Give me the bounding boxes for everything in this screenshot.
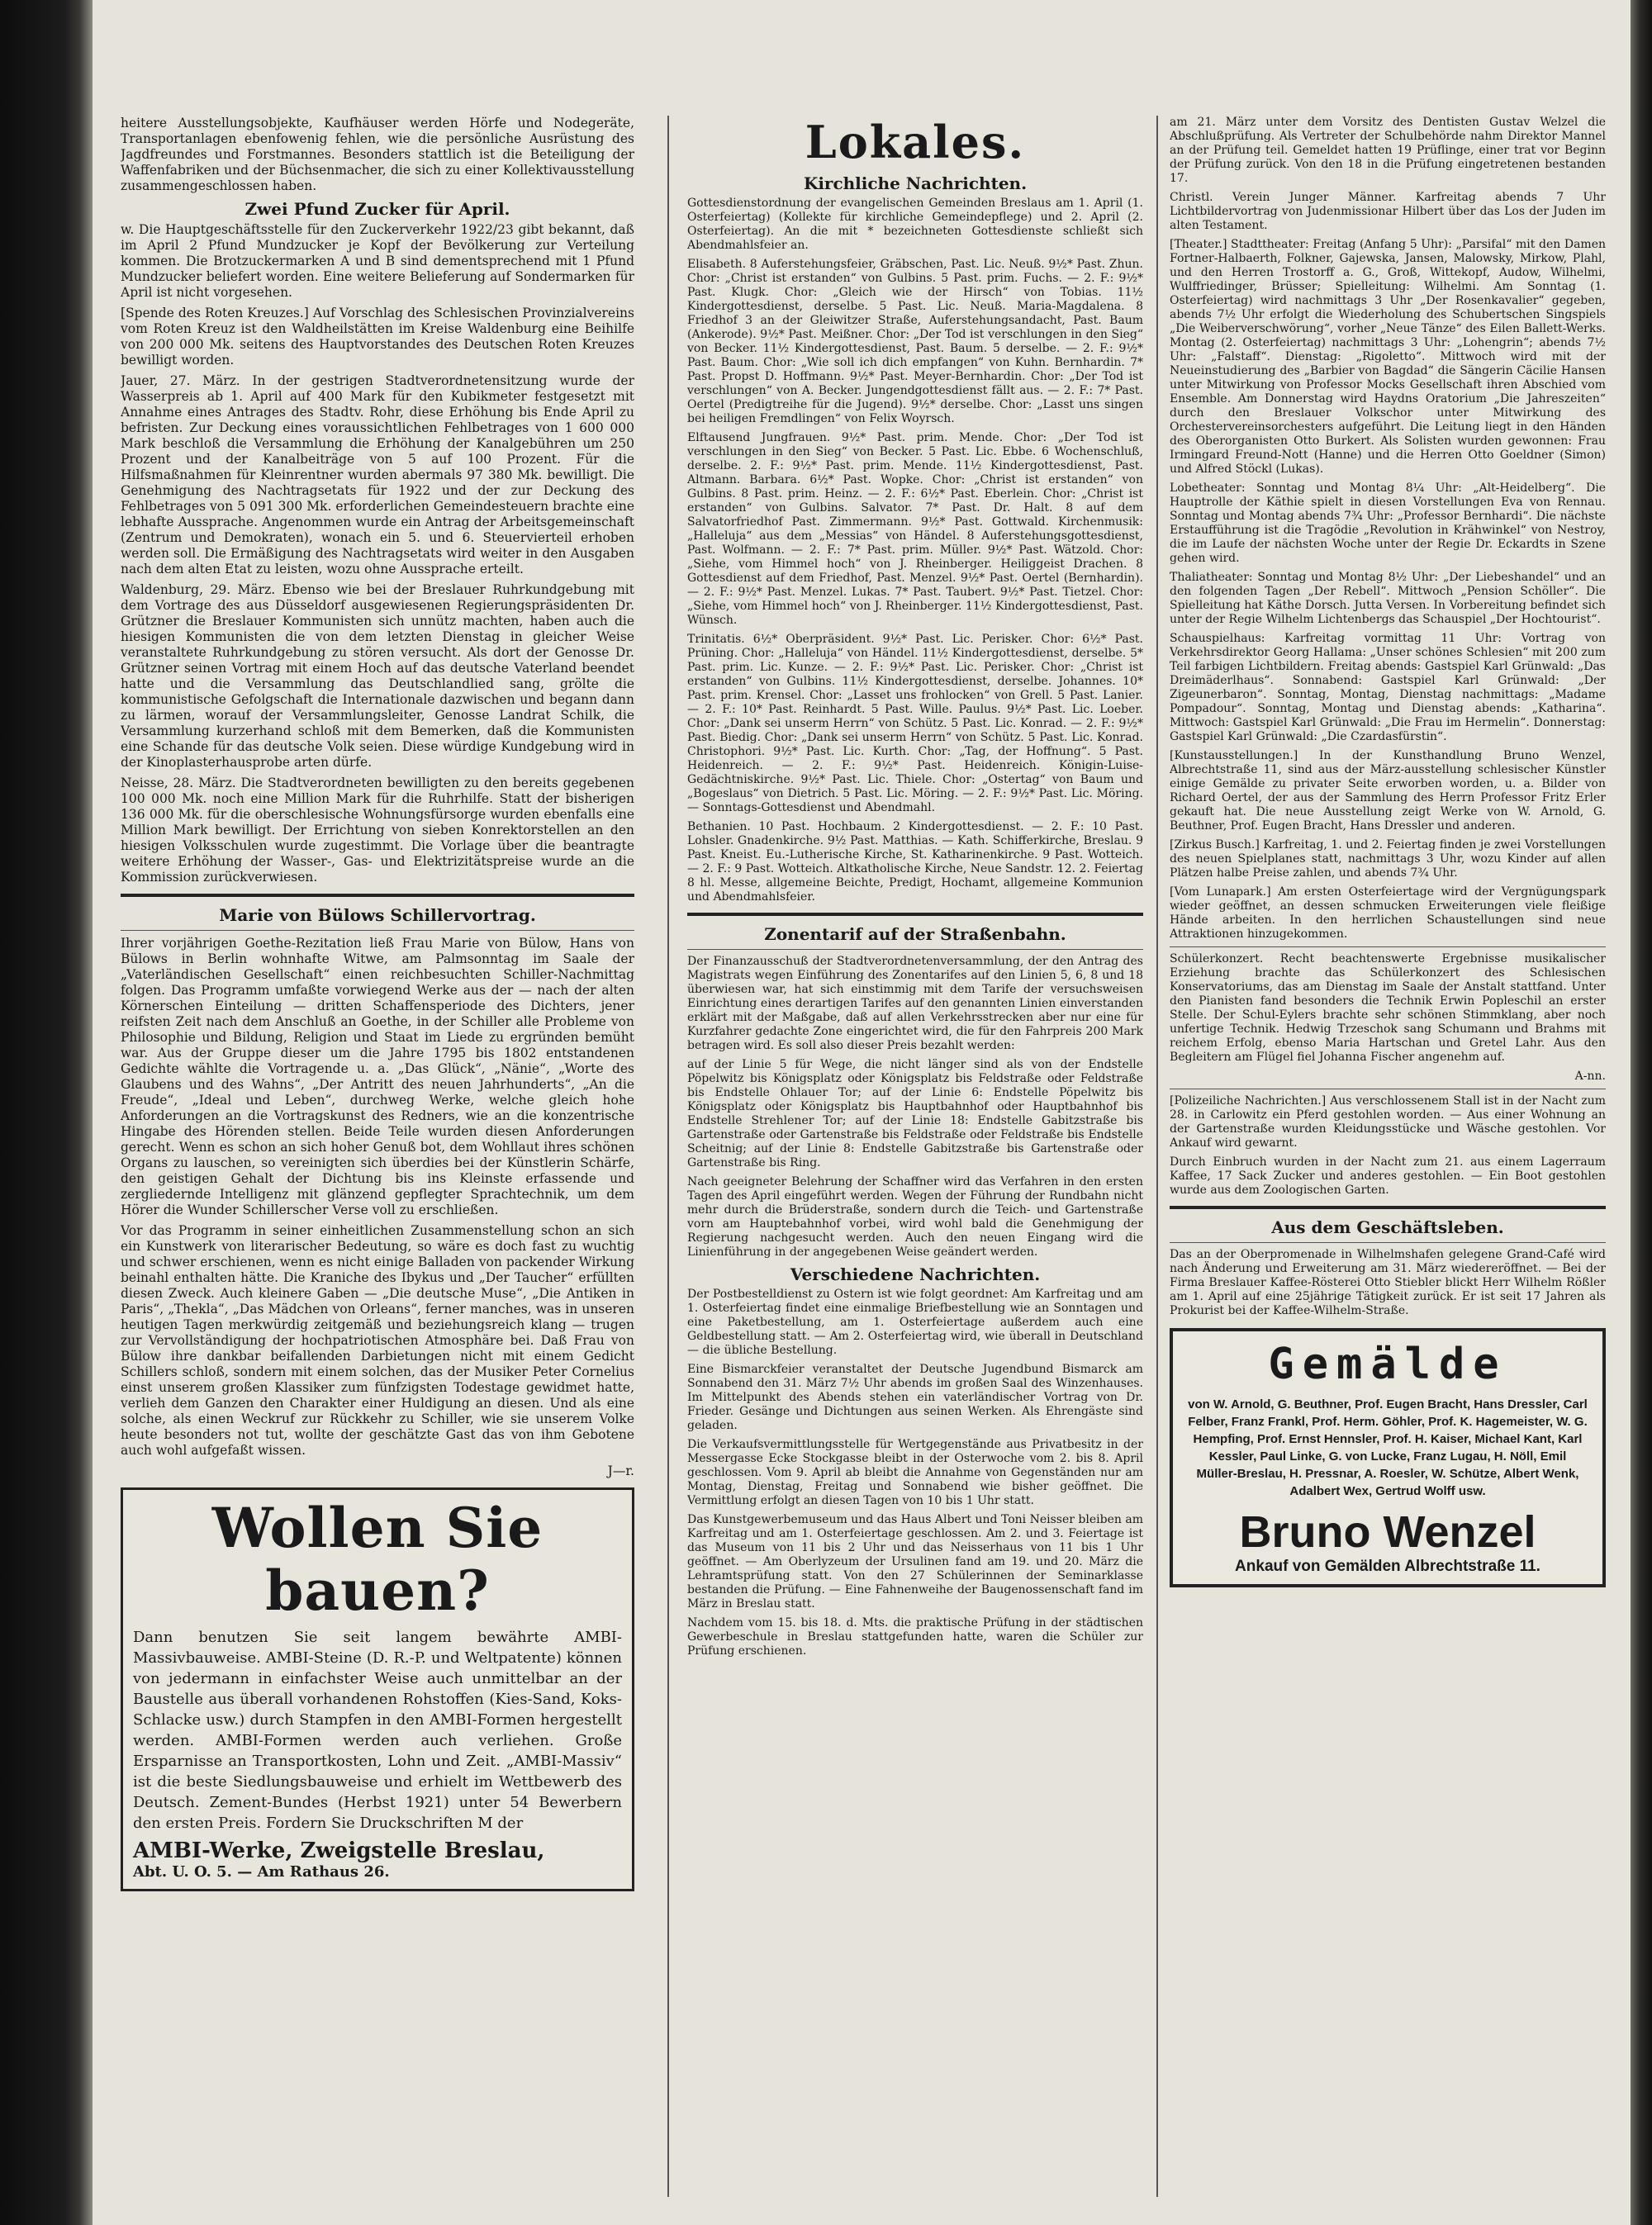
article-text: [Spende des Roten Kreuzes.] Auf Vorschlag des Schlesischen Provinzialvereins vom Roten Kreuz ist den Waldheilstätten im Kreise Waldenburg eine Beihilfe von 200 000 Mk. seitens des Hauptvorstandes des Deutschen Roten Kreuzes bewilligt worden. bbox=[121, 306, 634, 368]
author-signature: A-nn. bbox=[1574, 1070, 1606, 1083]
article-text: Schauspielhaus: Karfreitag vormittag 11 Uhr: Vortrag von Verkehrsdirektor Georg Hallama: „Unser schönes Schlesien“ mit 200 zum Teil farbigen Lichtbildern. Freitag abends: Gastspiel Karl Grünwald: „Das Dreimäderlhaus“. Sonnabend: Gastspiel Karl Grünwald: „Der Zigeunerbaron“. Sonntag, Montag, Dienstag nachmittags: „Madame Pompadour“. Sonntag, Montag und Dienstag abends: „Katharina“. Mittwoch: Gastspiel Karl Grünwald: „Die Frau im Hermelin“. Donnerstag: Gastspiel Karl Grünwald: „Die Czardasfürstin“. bbox=[1170, 632, 1606, 743]
article-text: am 21. März unter dem Vorsitz des Dentisten Gustav Welzel die Abschlußprüfung. Als Vertreter der Schulbehörde nahm Direktor Mannel an der Prüfung teil. Gemeldet hatten 19 Prüflinge, einer trat vor Beginn der Prüfung zurück. Von den 18 in die Prüfung eingetretenen bestanden 17. bbox=[1170, 116, 1606, 185]
article-text: Der Finanzausschuß der Stadtverordnetenversammlung, der den Antrag des Magistrats wegen Einführung des Zonentarifes auf den Linien 5, 6, 8 und 18 überwiesen war, hat sich einstimmig mit dem Tarife der versuchsweisen Einrichtung eines derartigen Tarifes auf den genannten Linien einverstanden erklärt mit der Maßgabe, daß auf allen Verkehrsstrecken aber nur eine für Kurzfahrer gedachte Zone eingerichtet wird, die für den Fahrpreis 200 Mark betragen wird. Es soll also dieser Preis bezahlt werden: bbox=[687, 955, 1143, 1052]
article-text: [Polizeiliche Nachrichten.] Aus verschlossenem Stall ist in der Nacht zum 28. in Carlowitz ein Pferd gestohlen worden. — Aus einer Wohnung an der Gartenstraße wurden Kleidungsstücke und Wäsche gestohlen. Vor Ankauf wird gewarnt. bbox=[1170, 1094, 1606, 1150]
article-text: Das an der Oberpromenade in Wilhelmshafen gelegene Grand-Café wird nach Änderung und Erweiterung am 31. März wiedereröffnet. — Bei der Firma Breslauer Kaffee-Rösterei Otto Stiebler blickt Herr Wilhelm Rößler am 1. April auf eine 25jährige Tätigkeit zurück. Er ist seit 17 Jahren als Prokurist bei der Kaffee-Wilhelm-Straße. bbox=[1170, 1248, 1606, 1317]
section-divider bbox=[121, 894, 634, 897]
article-text: Trinitatis. 6½* Oberpräsident. 9½* Past. Lic. Perisker. Chor: 6½* Past. Prüning. Chor: „Halleluja“ von Händel. 11½ Kindergottesdienst, derselbe. 5* Past. prim. Lic. Kunze. — 2. F.: 9½* Past. Lic. Perisker. Chor: „Christ ist erstanden“ von Gulbins. 11½ Kindergottesdienst, derselbe. Johannes. 10* Past. prim. Krensel. Chor: „Lasset uns frohlocken“ von Grell. 5 Past. Lanier. — 2. F.: 10* Past. Reinhardt. 5 Past. Wille. Paulus. 9½* Past. Lic. Loeber. Chor: „Dank sei unserm Herrn“ von Schütz. 5 Past. Lic. Konrad. — 2. F.: 9½* Past. Biedig. Chor: „Dank sei unserm Herrn“ von Schütz. 5 Past. Lic. Konrad. Christophori. 9½* Past. Lic. Kurth. Chor: „Tag, der Hoffnung“. 5 Past. Heidenreich. — 2. F.: 9½* Past. Heidenreich. Königin-Luise-Gedächtniskirche. 9½* Past. Lic. Thiele. Chor: „Ostertag“ von Baum und „Bogeslaus“ von Dietrich. 5 Past. Lic. Möring. — 2. F.: 9½* Past. Lic. Möring. — Sonntags-Gottesdienst und Abendmahl. bbox=[687, 633, 1143, 814]
ad-text: Dann benutzen Sie seit langem bewährte AMBI-Massivbauweise. AMBI-Steine (D. R.-P. und Weltpatente) können von jedermann in einfachster Weise auch unmittelbar an der Baustelle aus überall vorhandenen Rohstoffen (Kies-Sand, Koks-Schlacke usw.) durch Stampfen in den AMBI-Formen hergestellt werden. AMBI-Formen werden auch verliehen. Große Ersparnisse an Transportkosten, Lohn und Zeit. „AMBI-Massiv“ ist die beste Siedlungsbauweise und erhielt im Wettbewerb des Deutsch. Zement-Bundes (Herbst 1921) unter 54 Bewerbern den ersten Preis. Fordern Sie Druckschriften M der bbox=[133, 1629, 622, 1832]
article-text: w. Die Hauptgeschäftsstelle für den Zuckerverkehr 1922/23 gibt bekannt, daß im April 2 Pfund Mundzucker je Kopf der Bevölkerung zur Verteilung kommen. Die Brotzuckermarken A und B sind dementsprechend mit 1 Pfund Mundzucker beliefert worden. Eine weitere Belieferung auf Sondermarken für April ist nicht vorgesehen. bbox=[121, 222, 634, 300]
article-text: Ihrer vorjährigen Goethe-Rezitation ließ Frau Marie von Bülow, Hans von Bülows in Berlin wohnhafte Witwe, am Palmsonntag im Saale der „Vaterländischen Gesellschaft“ einen reichbesuchten Schiller-Nachmittag folgen. Das Programm umfaßte vorwiegend Werke aus der — nach der alten Körnerschen Einteilung — dritten Schaffensperiode des Dichters, jener reifsten Zeit nach dem Anschluß an Goethe, in der Schiller alle Probleme von Philosophie und Bildung, Religion und Staat im Liede zu ergründen bemüht war. Aus der Gruppe dieser um die Jahre 1795 bis 1802 entstandenen Gedichte wählte die Vortragende u. a. „Das Glück“, „Nänie“, „Worte des Glaubens und des Wahns“, „Der Antritt des neuen Jahrhunderts“, „An die Freude“, „Ideal und Leben“, durchweg Werke, welche gleich hohe Anforderungen an die Vortragskunst des Redners, wie an die konzentrische Hingabe des Hörenden stellen. Beide Teile wurden diesen Anforderungen gerecht. Wenn es schon an sich hoher Genuß bot, dem Wohllaut ihres schönen Organs zu lauschen, so vereinigten sich überdies bei der Künstlerin Schärfe, den geistigen Gehalt der Dichtung bis ins Kleinste erfassende und zergliedernde Intelligenz mit glänzend gepflegter Sprachtechnik, um dem Hörer die Wunder Schillerscher Verse voll zu erschließen. bbox=[121, 936, 634, 1217]
article-subtitle: Verschiedene Nachrichten. bbox=[790, 1264, 1041, 1284]
article-title: Kirchliche Nachrichten. bbox=[803, 173, 1028, 193]
ad-firm: AMBI-Werke, Zweigstelle Breslau, bbox=[133, 1838, 545, 1863]
article-title: Aus dem Geschäftsleben. bbox=[1271, 1217, 1504, 1237]
article-text: Eine Bismarckfeier veranstaltet der Deutsche Jugendbund Bismarck am Sonnabend den 31. März 7½ Uhr abends im großen Saal des Winzenhauses. Im Mittelpunkt des Abends stehen ein vaterländischer Vortrag von Dr. Frieder. Gesänge und Dichtungen aus seinen Werken. Als Ehrengäste sind geladen. bbox=[687, 1363, 1143, 1432]
page-binding-shadow bbox=[0, 0, 93, 2225]
article-text: [Theater.] Stadttheater: Freitag (Anfang 5 Uhr): „Parsifal“ mit den Damen Fortner-Halbaerth, Folkner, Gajewska, Jansen, Malowsky, Mirkow, Plahl, und den Herren Trostorff a. G., Groß, Wittekopf, Audow, Wilhelmi, Wulffriedinger, Brüsser; Spielleitung: Wilhelmi. Am Sonntag (1. Osterfeiertag) wird nachmittags 3 Uhr „Der Rosenkavalier“ gegeben, abends 7½ Uhr erfolgt die Wiederholung des Schubertschen Singspiels „Die Weiberverschwörung“, vorher „Neue Tänze“ des Eilen Ballett-Werks. Montag (2. Osterfeiertag) nachmittags 3 Uhr: „Lohengrin“; abends 7½ Uhr: „Falstaff“. Dienstag: „Rigoletto“. Mittwoch wird mit der Neueinstudierung des „Barbier von Bagdad“ die Sängerin Cäcilie Hansen unter Mitwirkung von Professor Mocks Gesellschaft ihren Abschied vom Ensemble. Am Donnerstag wird Haydns Oratorium „Die Jahreszeiten“ durch den Breslauer Volkschor unter Mitwirkung des Orchestervereinsorchesters aufgeführt. Die Leitung liegt in den Händen des Oberorganisten Otto Burkert. Als Solisten wurden gewonnen: Frau Irmingard Freund-Nott (Hanne) und die Herren Otto Goeldner (Simon) und Alfred Stöckl (Lukas). bbox=[1170, 238, 1606, 476]
title-divider bbox=[687, 949, 1143, 950]
article-text: Bethanien. 10 Past. Hochbaum. 2 Kindergottesdienst. — 2. F.: 10 Past. Lohsler. Gnadenkirche. 9½ Past. Matthias. — Kath. Schifferkirche, Breslau. 9 Past. Kneist. Eu.-Lutherische Kirche, St. Katharinenkirche. 9 Past. Wotteich. — 2. F.: 9 Past. Wotteich. Altkatholische Kirche, Neue Sandstr. 12. 2. Feiertag 8 hl. Messe, allgemeine Beichte, Predigt, Hochamt, allgemeine Kommunion und Abendmahlsfeier. bbox=[687, 820, 1143, 904]
ad-subline: Ankauf von Gemälden Albrechtstraße 11. bbox=[1235, 1558, 1540, 1575]
section-divider bbox=[1170, 1206, 1606, 1209]
article-text: Neisse, 28. März. Die Stadtverordneten bewilligten zu den bereits gegebenen 100 000 Mk. noch eine Million Mark für die Ruhrhilfe. Statt der bisherigen 136 000 Mk. für die oberschlesische Wohnungsfürsorge wurden ebenfalls eine Million Mark bewilligt. Der Errichtung von sieben Konrektorstellen an den hiesigen Volksschulen wurde zugestimmt. Die Vorlage über die beantragte weitere Erhöhung der Wasser-, Gas- und Elektrizitätspreise wurde an die Kommission zurückverwiesen. bbox=[121, 776, 634, 885]
article-text: Das Kunstgewerbemuseum und das Haus Albert und Toni Neisser bleiben am Karfreitag und am 1. Osterfeiertage geschlossen. Am 2. und 3. Feiertage ist das Museum von 11 bis 2 Uhr und das Neisserhaus von 11 bis 1 Uhr geöffnet. — Am Oberlyzeum der Ursulinen fand am 19. und 20. März die Lehramtsprüfung statt. Von den 27 Schülerinnen der Seminarklasse bestanden die Prüfung. — Eine Fahnenweihe der Baugenossenschaft fand im März in Breslau statt. bbox=[687, 1513, 1143, 1611]
title-divider bbox=[1170, 1242, 1606, 1243]
ad-artist-list: von W. Arnold, G. Beuthner, Prof. Eugen Bracht, Hans Dressler, Carl Felber, Franz Frankl, Prof. Herm. Göhler, Prof. K. Hagemeister, W. G. Hempfing, Prof. Ernst Hennsler, Prof. H. Kaiser, Michael Kant, Karl Kessler, Paul Linke, G. von Lucke, Franz Lugau, H. Nöll, Emil Müller-Breslau, H. Pressnar, A. Roesler, W. Schütze, Albert Wenk, Adalbert Wex, Gertrud Wolff usw. bbox=[1188, 1397, 1588, 1498]
article-text: [Zirkus Busch.] Karfreitag, 1. und 2. Feiertag finden je zwei Vorstellungen des neuen Spielplanes statt, nachmittags 3 Uhr, wozu Kinder auf allen Plätzen halbe Preise zahlen, und abends 7¾ Uhr. bbox=[1170, 838, 1606, 880]
article-text: Schülerkonzert. Recht beachtenswerte Ergebnisse musikalischer Erziehung brachte das Schülerkonzert des Schlesischen Konservatoriums, das am Dienstag im Saale der Anstalt stattfand. Unter den Pianisten fand besonders die Technik Erwin Popleschil an erster Stelle. Der Schul-Eylers brachte sehr schönen Stimmklang, aber noch unfertige Technik. Hedwig Trzeschok sang Schumann und Brahms mit reichem Erfolg, ebenso Maria Hartschan und Gretel Lahr. Aus den Begleitern am Flügel fiel Johanna Fischer angenehm auf. bbox=[1170, 952, 1606, 1064]
article-title: Zonentarif auf der Straßenbahn. bbox=[764, 924, 1066, 944]
gemaelde-advertisement bbox=[1170, 1328, 1606, 1587]
column-middle bbox=[687, 116, 1143, 1663]
article-intro: heitere Ausstellungsobjekte, Kaufhäuser werden Hörfe und Nodegeräte, Transportanlagen ebenfowenig fehlen, wie die persönliche Ausrüstung des Jagdfreundes und Forstmannes. Besonders stattlich ist die Beteiligung der Waffenfabriken und der Büchsenmacher, die sich zu einer Kollektivausstellung zusammengeschlossen haben. bbox=[121, 116, 634, 193]
article-text: Waldenburg, 29. März. Ebenso wie bei der Breslauer Ruhrkundgebung mit dem Vortrage des aus Düsseldorf ausgewiesenen Regierungspräsidenten Dr. Grützner die Breslauer Kommunisten sich unnütz machten, haben auch die hiesigen Kommunisten die von dem letzten Dienstag in gleicher Weise veranstaltete Ruhrkundgebung zu stören versucht. Als dort der Genosse Dr. Grützner seinen Vortrag mit einem Hoch auf das deutsche Vaterland beendet hatte und die Versammlung das Deutschlandlied sang, grölte die kommunistische Gefolgschaft die Internationale dazwischen und begann dann zu lärmen, worauf der Versammlungsleiter, Genosse Landrat Schilk, die Versammlung kurzerhand schloß mit dem Bemerken, daß die Kommunisten eine Schande für das deutsche Volk seien. Diese würdige Kundgebung wird in der Kinoplasterhausprobe arten dürfe. bbox=[121, 582, 634, 770]
article-text: Christl. Verein Junger Männer. Karfreitag abends 7 Uhr Lichtbildervortrag von Judenmissionar Hilbert über das Los der Juden im alten Testament. bbox=[1170, 191, 1606, 232]
column-right bbox=[1170, 116, 1606, 1587]
section-masthead: Lokales. bbox=[805, 116, 1026, 168]
article-text: Vor das Programm in seiner einheitlichen Zusammenstellung schon an sich ein Kunstwerk von literarischer Bedeutung, so wäre es doch fast zu wuchtig und schwer erschienen, wenn es nicht einige Balladen von packender Wirkung beinahl enthalten hätte. Die Kraniche des Ibykus und „Der Taucher“ erfüllten diesen Zweck. Auch kleinere Gaben — „Die deutsche Muse“, „Die Antiken in Paris“, „Thekla“, „Das Mädchen von Orleans“, ferner manches, was in unseren heutigen Tagen merkwürdig zeitgemäß und beziehungsreich klang — trugen zur Vervollständigung der hochpatriotischen Atmosphäre bei. Daß Frau von Bülow ihre dankbar beifallenden Darbietungen nicht mit einem Gedicht Schillers schloß, sondern mit einem solchen, das der Musiker Peter Cornelius einst unserem großen Klassiker zum fünfzigsten Todestage gewidmet hatte, verlieh dem Ganzen den Charakter einer Huldigung an diesen. Und als eine solche, als einen Weckruf zur Rückkehr zu Schiller, wie sie unserem Volke heute besonders not tut, wollte der geschätzte Gast das von ihm Gebotene auch wohl aufgefaßt wissen. bbox=[121, 1223, 634, 1458]
column-rule bbox=[1156, 116, 1158, 2197]
article-text: Nachdem vom 15. bis 18. d. Mts. die praktische Prüfung in der städtischen Gewerbeschule in Breslau stattgefunden hatte, waren die Schüler zur Prüfung erschienen. bbox=[687, 1616, 1143, 1658]
article-text: Jauer, 27. März. In der gestrigen Stadtverordnetensitzung wurde der Wasserpreis ab 1. April auf 400 Mark für den Kubikmeter festgesetzt mit Annahme eines Antrages des Stadtv. Rohr, diese Erhöhung bis Ende April zu befristen. Zur Deckung eines voraussichtlichen Fehlbetrages von 1 600 000 Mark beschloß die Versammlung die Erhöhung der Kanalgebühren um 250 Prozent und der Kanalbeiträge von 5 auf 100 Prozent. Für die Hilfsmaßnahmen für Kleinrentner wurden abermals 97 380 Mk. bewilligt. Die Genehmigung des Nachtragsetats für 1922 und der zur Deckung des Fehlbetrages von 5 091 300 Mk. erforderlichen Gemeindesteuern brachte eine lebhafte Aussprache. Angenommen wurde ein Antrag der Arbeitsgemeinschaft (Zentrum und Demokraten), wonach ein 5. und 6. Steuervierteil erhoben werden soll. Die Ermäßigung des Nachtragsetats wird weiter in den Ausgaben nach dem alten Etat zu leisten, wozu ohne Aussprache erteilt. bbox=[121, 373, 634, 576]
ad-headline: Gemälde bbox=[1268, 1340, 1507, 1389]
column-rule bbox=[667, 116, 669, 2197]
article-text: Lobetheater: Sonntag und Montag 8¼ Uhr: „Alt-Heidelberg“. Die Hauptrolle der Käthie spielt in diesen Vorstellungen Eva von Rennau. Sonntag und Montag abends 7¾ Uhr: „Professor Bernhardi“. Die nächste Erstaufführung ist die Tragödie „Revolution in Krähwinkel“ von Nestroy, die im Laufe der nächsten Woche unter der Regie Dr. Eckardts in Szene gehen wird. bbox=[1170, 482, 1606, 565]
column-left bbox=[121, 116, 634, 1891]
article-text: Thaliatheater: Sonntag und Montag 8½ Uhr: „Der Liebeshandel“ und an den folgenden Tagen „Der Rebell“. Mittwoch „Pension Schöller“. Die Spielleitung hat Käthe Dorsch. Jutta Versen. In Vorbereitung befindet sich unter der Regie Wilhelm Lichtenbergs das Schauspiel „Der Hochtourist“. bbox=[1170, 571, 1606, 626]
article-text: [Kunstausstellungen.] In der Kunsthandlung Bruno Wenzel, Albrechtstraße 11, sind aus der März-ausstellung schlesischer Künstler einige Gemälde zu privater Seite erworben worden, u. a. Bilder von Richard Oertel, der aus der Sammlung des Herrn Professor Fritz Erler gekauft hat. Die neue Ausstellung zeigt Werke von W. Arnold, G. Beuthner, Prof. Eugen Bracht, Hans Dressler und anderen. bbox=[1170, 749, 1606, 833]
section-divider bbox=[1170, 946, 1606, 947]
ad-headline: Wollen Sie bauen? bbox=[211, 1496, 544, 1623]
article-text: [Vom Lunapark.] Am ersten Osterfeiertage wird der Vergnügungspark wieder geöffnet, an dessen schmucken Erweiterungen viele fleißige Hände arbeiten. In den herrlichen Schaustellungen sind neue Attraktionen hinzugekommen. bbox=[1170, 885, 1606, 941]
page-edge-shadow bbox=[1631, 0, 1652, 2225]
article-text: Nach geeigneter Belehrung der Schaffner wird das Verfahren in den ersten Tagen des April eingeführt werden. Wegen der Führung der Rundbahn nicht mehr durch die Brüderstraße, sondern durch die Teich- und Gartenstraße vorn am Hauptebahnhof vorbei, wird wohl bald die Genehmigung der Regierung nachgesucht werden. Auch den neuen Eingang wird die Linienführung in der angegebenen Weise geändert werden. bbox=[687, 1175, 1143, 1259]
title-divider bbox=[121, 930, 634, 931]
section-divider bbox=[687, 913, 1143, 916]
ad-firm: Bruno Wenzel bbox=[1239, 1507, 1536, 1557]
article-title: Zwei Pfund Zucker für April. bbox=[244, 199, 510, 219]
author-signature: J—r. bbox=[607, 1464, 634, 1478]
article-title: Marie von Bülows Schillervortrag. bbox=[219, 905, 536, 925]
article-text: Elftausend Jungfrauen. 9½* Past. prim. Mende. Chor: „Der Tod ist verschlungen in den Sieg“ von Becker. 5 Past. Lic. Ebbe. 6 Wochenschluß, derselbe. 2. F.: 9½* Past. prim. Mende. 11½ Kindergottesdienst, Past. Altmann. Barbara. 6½* Past. Wopke. Chor: „Christ ist erstanden“ von Gulbins. 8 Past. prim. Heinz. — 2. F.: 6½* Past. Eberlein. Chor: „Christ ist erstanden“ von Gulbins. Salvator. 7* Past. Dr. Halt. 8 auf dem Salvatorfriedhof Past. Zimmermann. 9½* Past. Gottwald. Kirchenmusik: „Halleluja“ aus dem „Messias“ von Händel. 8 Auferstehungsgottesdienst, Past. Wolfmann. — 2. F.: 7* Past. prim. Müller. 9½* Past. Wätzold. Chor: „Siehe, vom Himmel hoch“ von J. Rheinberger. Heiliggeist Drachen. 8 Gottesdienst auf dem Friedhof, Past. Menzel. 9½* Past. Oertel (Bernhardin). — 2. F.: 9½* Past. Menzel. Lukas. 7* Past. Taubert. 9½* Past. Tietzel. Chor: „Siehe, vom Himmel hoch“ von J. Rheinberger. 11½ Kindergottesdienst, Past. Wünsch. bbox=[687, 431, 1143, 627]
article-text: Die Verkaufsvermittlungsstelle für Wertgegenstände aus Privatbesitz in der Messergasse Ecke Stockgasse bleibt in der Osterwoche vom 2. bis 8. April geschlossen. Vom 9. April ab bleibt die Annahme von Gegenständen nur am Montag, Dienstag, Freitag und Sonnabend wie bisher geöffnet. Die Vermittlung erfolgt an diesen Tagen von 10 bis 1 Uhr statt. bbox=[687, 1438, 1143, 1507]
article-text: Der Postbestelldienst zu Ostern ist wie folgt geordnet: Am Karfreitag und am 1. Osterfeiertag findet eine einmalige Briefbestellung wie an Sonntagen und eine Paketbestellung, am 1. Osterfeiertage außerdem auch eine Geldbestellung statt. — Am 2. Osterfeiertag wird, wie überall in Deutschland — die übliche Bestellung. bbox=[687, 1288, 1143, 1357]
article-text: Elisabeth. 8 Auferstehungsfeier, Gräbschen, Past. Lic. Neuß. 9½* Past. Zhun. Chor: „Christ ist erstanden“ von Gulbins. 5 Past. prim. Fuchs. — 2. F.: 9½* Past. Klugk. Chor: „Gleich wie der Hirsch“ von Tobias. 11½ Kindergottesdienst, derselbe. 5 Past. Lic. Neuß. Maria-Magdalena. 8 Friedhof 3 an der Gleiwitzer Straße, Auferstehungsandacht, Past. Baum (Ankerode). 9½* Past. Meißner. Chor: „Der Tod ist verschlungen in den Sieg“ von Becker. 11½ Kindergottesdienst, Past. Baum. 5 derselbe. — 2. F.: 9½* Past. Baum. Chor: „Wie soll ich dich empfangen“ von Kuhn. Bernhardin. 7* Past. Propst D. Hoffmann. 9½* Past. Meyer-Bernhardin. Chor: „Der Tod ist verschlungen“ von A. Becker. Jungendgottesdienst fällt aus. — 2. F.: 7* Past. Oertel (Predigtreihe für die Jugend). 9½* derselbe. Chor: „Lasst uns singen bei heiligen Fremdlingen“ von Felix Woyrsch. bbox=[687, 258, 1143, 425]
article-text: Durch Einbruch wurden in der Nacht zum 21. aus einem Lagerraum Kaffee, 17 Sack Zucker und anderes gestohlen. — Ein Boot gestohlen wurde aus dem Zoologischen Garten. bbox=[1170, 1155, 1606, 1197]
article-text: Gottesdienstordnung der evangelischen Gemeinden Breslaus am 1. April (1. Osterfeiertag) (Kollekte für kirchliche Gemeindepflege) und 2. April (2. Osterfeiertag). An die mit * bezeichneten Gottesdienste schließt sich Abendmahlsfeier an. bbox=[687, 197, 1143, 252]
ambi-advertisement bbox=[121, 1487, 634, 1891]
article-text: auf der Linie 5 für Wege, die nicht länger sind als von der Endstelle Pöpelwitz bis Königsplatz oder Königsplatz bis Feldstraße oder Feldstraße bis Endstelle Ohlauer Tor; auf der Linie 6: Endstelle Pöpelwitz bis Königsplatz oder Königsplatz bis Hauptbahnhof oder Hauptbahnhof bis Endstelle Strehlener Tor; auf der Linie 18: Endstelle Gabitzstraße bis Gartenstraße oder Gartenstraße bis Feldstraße oder Feldstraße bis Endstelle Scheitnig; auf der Linie 8: Endstelle Gabitzstraße bis Gartenstraße oder Gartenstraße bis Ring. bbox=[687, 1058, 1143, 1169]
ad-address: Abt. U. O. 5. — Am Rathaus 26. bbox=[133, 1863, 390, 1881]
